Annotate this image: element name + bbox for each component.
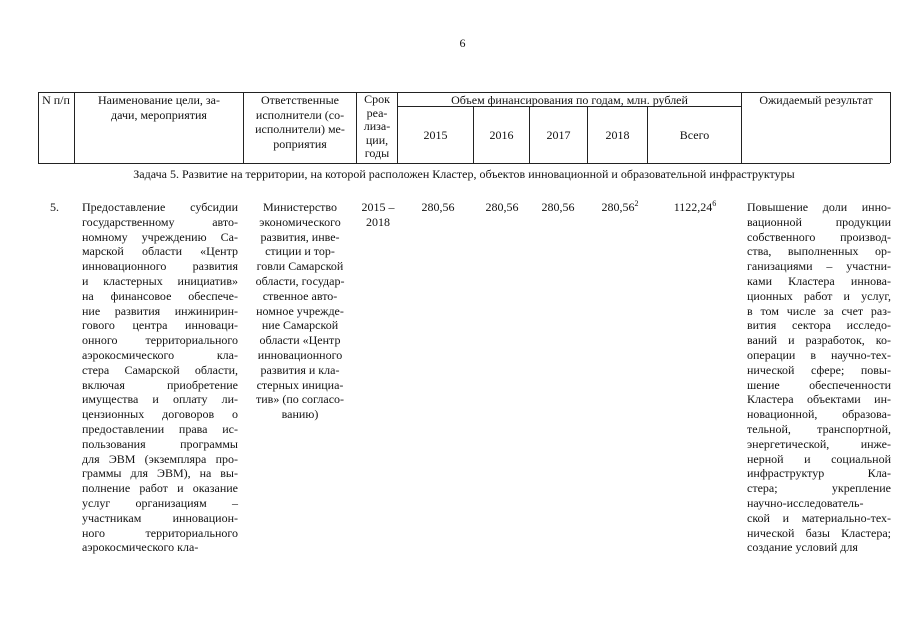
text-line: инновационного: [257, 347, 343, 362]
header-year-2015: 2015: [423, 128, 448, 142]
text-line: номному учреждению Са-: [82, 229, 238, 244]
header-total: Всего: [679, 128, 710, 142]
text-line: экономического: [259, 214, 341, 229]
text-line: ного территориального: [82, 525, 238, 540]
text-line: граммы для ЭВМ), на вы-: [82, 466, 238, 481]
header-term: Срок реа- лиза- ции, годы: [363, 92, 391, 160]
text-line: говли Самарской: [256, 259, 344, 274]
text-line: государственному авто-: [82, 214, 238, 229]
text-line: вационной продукции: [747, 214, 891, 229]
text-line: в том числе за счет раз-: [747, 303, 891, 318]
text-line: развития, инве-: [260, 229, 340, 244]
text-line: ской и материально-тех-: [747, 510, 891, 525]
text-line: научно-исследователь-: [747, 495, 864, 510]
text-line: вития сектора исследо-: [747, 318, 891, 333]
header-financing: Объем финансирования по годам, млн. рублей: [451, 93, 688, 107]
text-line: Министерство: [263, 200, 337, 214]
text-line: стера; укрепление: [747, 481, 891, 496]
header-result: Ожидаемый результат: [759, 93, 873, 107]
text-line: операции в научно-тех-: [747, 347, 891, 362]
text-line: участникам инновацион-: [82, 510, 238, 525]
text-line: энергетической, инже-: [747, 436, 891, 451]
text-line: марской области «Центр: [82, 244, 238, 259]
text-line: предоставлении права ис-: [82, 421, 238, 436]
text-line: ственное авто-: [262, 288, 338, 303]
footnote-total: 6: [712, 199, 717, 208]
value-2017: 280,56: [541, 200, 575, 214]
header-year-2017: 2017: [546, 128, 571, 142]
text-line: Предоставление субсидии: [82, 200, 238, 214]
text-line: нической базы Кластера;: [747, 525, 891, 540]
text-line: номное учрежде-: [256, 303, 344, 318]
text-line: услуг организациям –: [82, 495, 238, 510]
text-line: нерной и социальной: [747, 451, 891, 466]
text-line: имущества и оплату ли-: [82, 392, 238, 407]
text-line: инфраструктур Кла-: [747, 466, 891, 481]
text-line: для ЭВМ (экземпляра про-: [82, 451, 238, 466]
value-2018: 280,56$^2$: [601, 199, 639, 214]
footnote-2018: 2: [634, 199, 639, 208]
text-line: ваний и разработок, ко-: [747, 333, 891, 348]
text-line: стиции и тор-: [265, 244, 335, 259]
text-line: ганизациями – участни-: [747, 259, 891, 274]
text-line: включая приобретение: [82, 377, 238, 392]
text-line: области, государ-: [255, 273, 345, 288]
text-line: полнение работ и оказание: [82, 481, 238, 496]
text-line: собственного производ-: [747, 229, 891, 244]
text-line: шение обеспеченности: [747, 377, 891, 392]
value-2016: 280,56: [485, 200, 519, 214]
header-responsible: Ответственные исполнители (со- исполнители) ме- роприятия: [255, 93, 345, 151]
text-line: цензионных договоров о: [82, 407, 238, 422]
text-line: новационной, образова-: [747, 407, 891, 422]
text-line: стерных инициа-: [256, 377, 344, 392]
header-name: Наименование цели, за- дачи, мероприятия: [98, 93, 220, 122]
page-number: 6: [459, 36, 466, 50]
text-line: стера Самарской области,: [82, 362, 238, 377]
measure-name: [82, 200, 238, 555]
header-num: N п/п: [42, 93, 70, 107]
header-year-2016: 2016: [489, 128, 514, 142]
text-line: 2015 –: [361, 200, 395, 214]
text-line: Повышение доли инно-: [747, 200, 891, 214]
text-line: аэрокосмического кла-: [82, 347, 238, 362]
text-line: ционных работ и услуг,: [747, 288, 891, 303]
task-title: Задача 5. Развитие на территории, на которой расположен Кластер, объектов инновационной и образовательной инфраструктуры: [133, 167, 795, 181]
row-number: 5.: [50, 200, 59, 214]
implementation-term: [358, 200, 398, 230]
text-line: ванию): [281, 407, 319, 422]
text-line: 2018: [366, 214, 390, 229]
text-line: создание условий для: [747, 540, 858, 555]
text-line: онного территориального: [82, 333, 238, 348]
text-line: тельной, транспортной,: [747, 421, 891, 436]
text-line: на финансовое обеспече-: [82, 288, 238, 303]
text-line: тив» (по согласо-: [255, 392, 345, 407]
text-line: пользования программы: [82, 436, 238, 451]
text-line: аэрокосмического кла-: [82, 540, 199, 555]
value-2015: 280,56: [421, 200, 455, 214]
text-line: ние развития инжинирин-: [82, 303, 238, 318]
text-line: ками Кластера иннова-: [747, 273, 891, 288]
text-line: ства, выполненных ор-: [747, 244, 891, 259]
text-line: и кластерных инициатив»: [82, 273, 238, 288]
value-total: 1122,24$^6$: [673, 199, 717, 214]
text-line: развития и кла-: [260, 362, 340, 377]
header-year-2018: 2018: [605, 128, 630, 142]
text-line: ние Самарской: [261, 318, 339, 333]
expected-result: [747, 200, 891, 555]
text-line: гового центра инноваци-: [82, 318, 238, 333]
text-line: инновационного развития: [82, 259, 238, 274]
text-line: Кластера объектами ин-: [747, 392, 891, 407]
text-line: нической сфере; повы-: [747, 362, 891, 377]
responsible-executors: [246, 200, 354, 422]
text-line: области «Центр: [259, 333, 341, 348]
